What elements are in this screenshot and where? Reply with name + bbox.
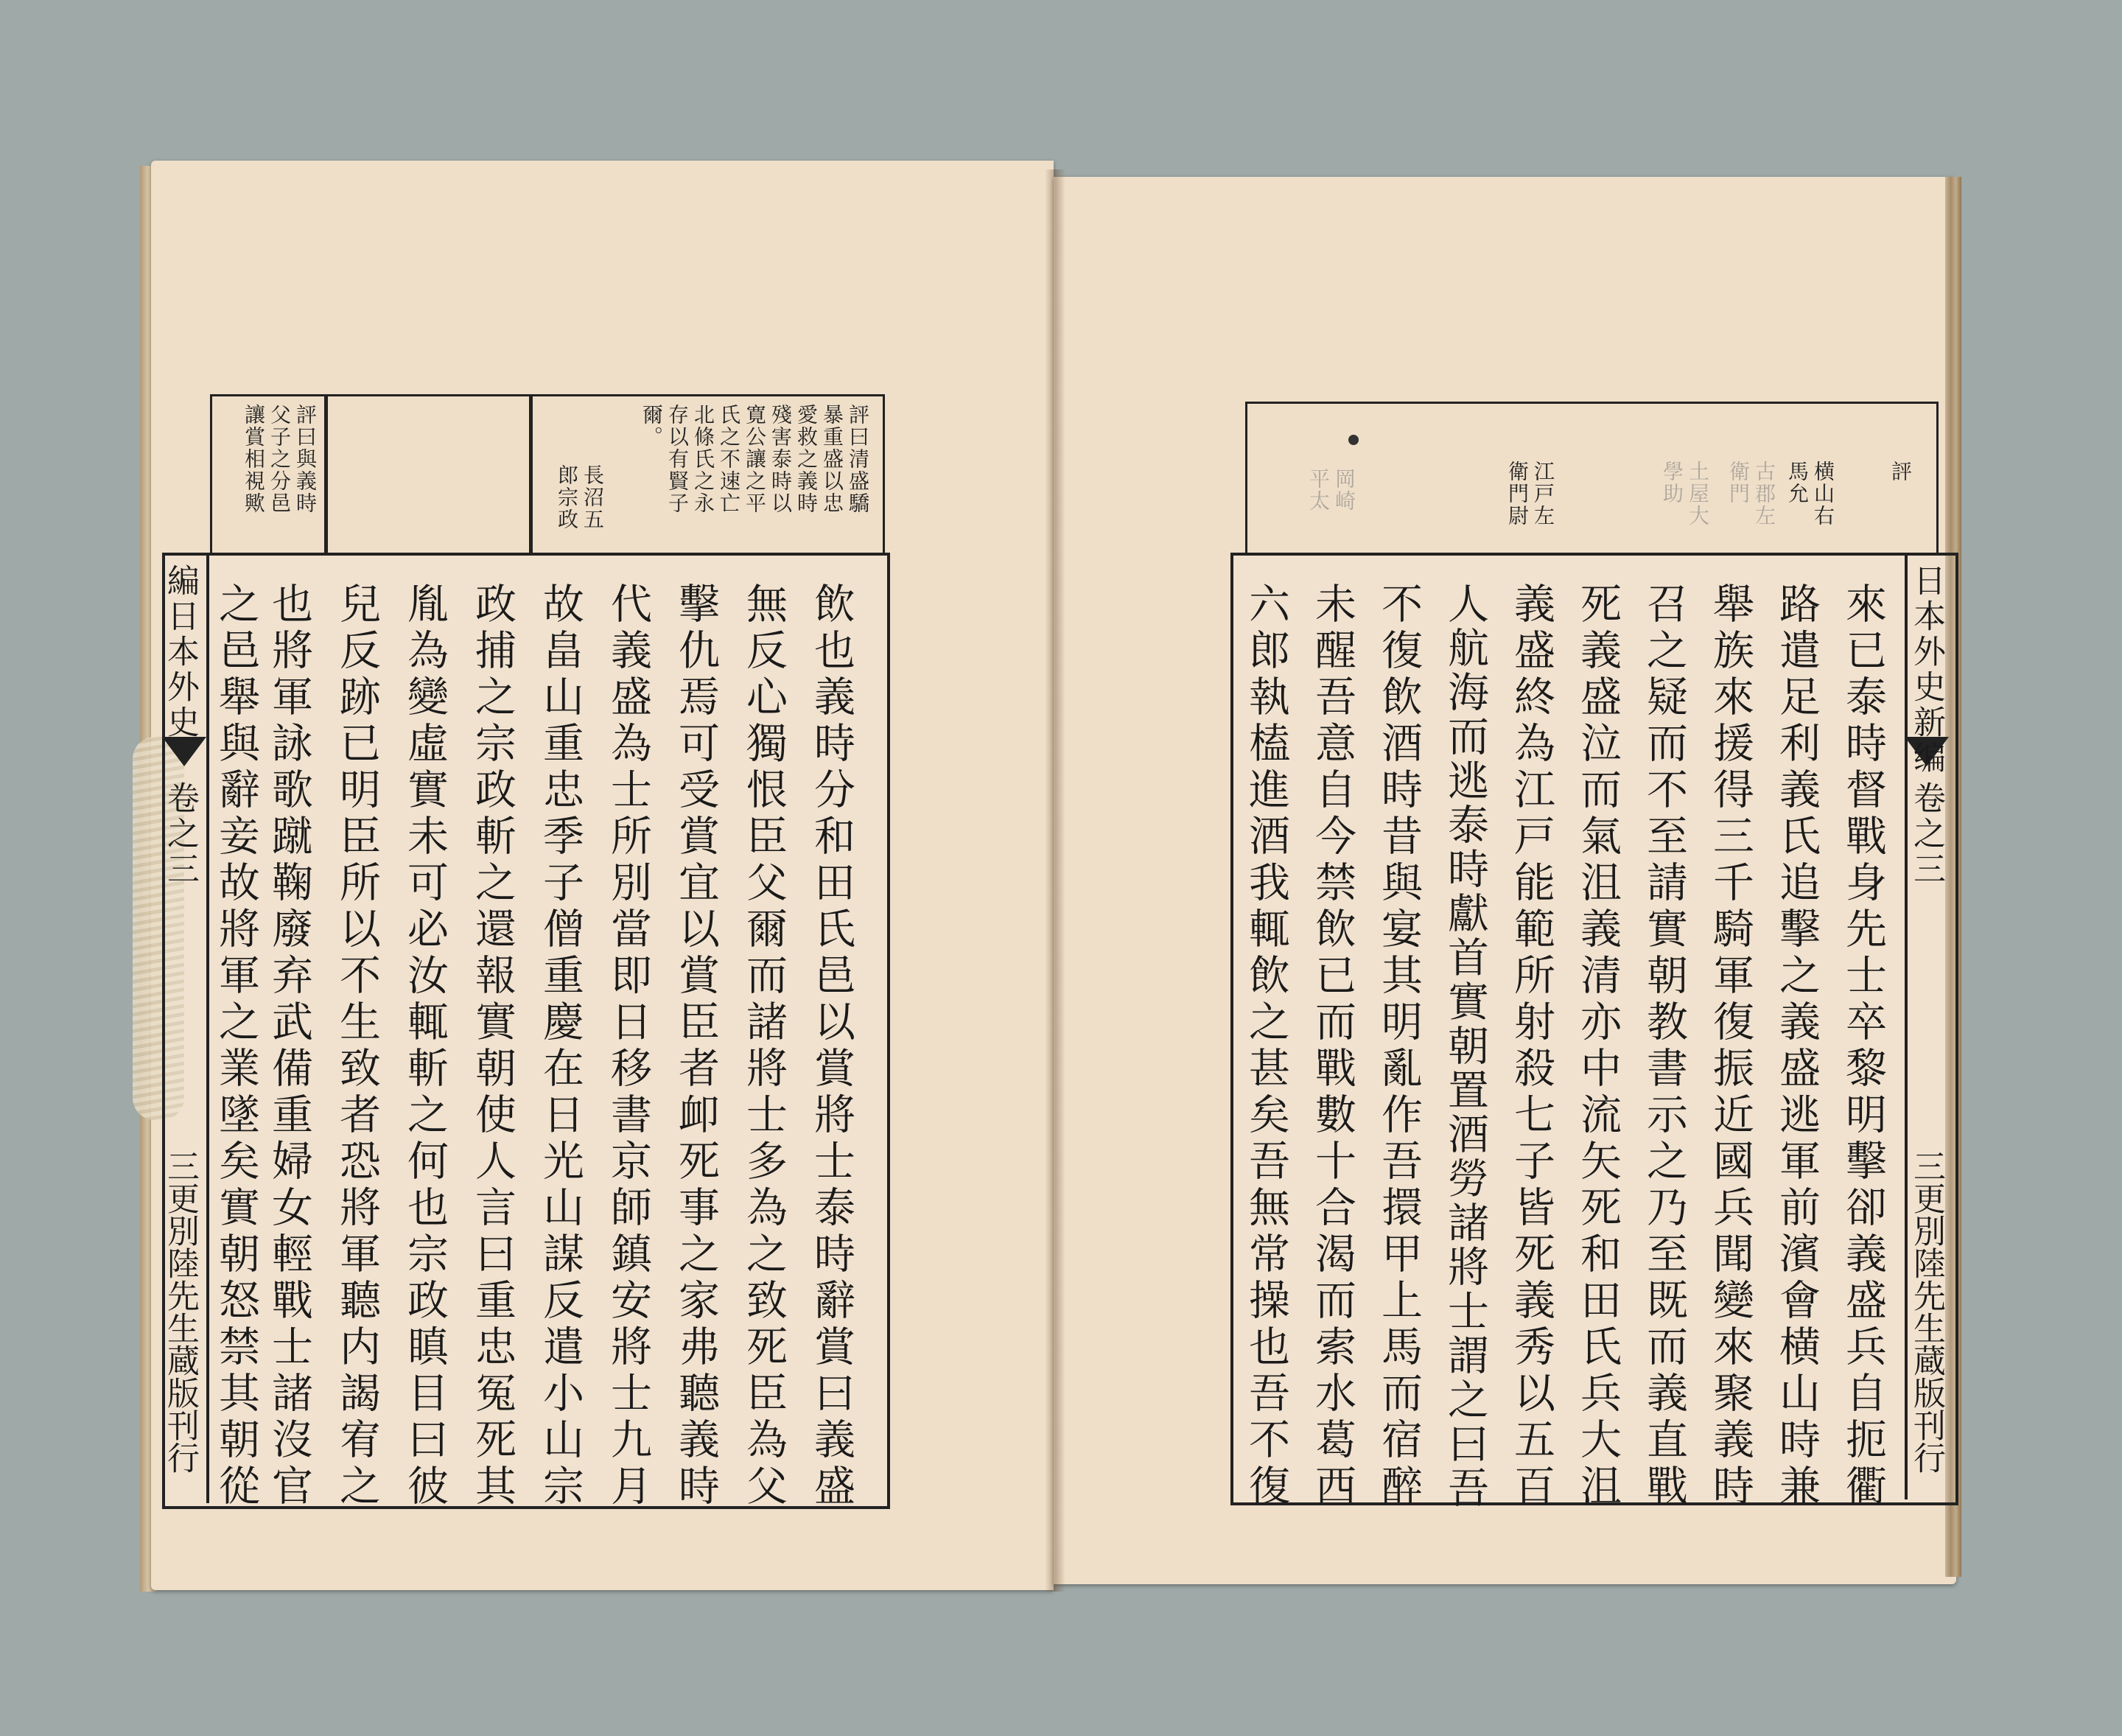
right-column-2: 路遣足利義氏追擊之義盛逃軍前濱會横山時兼 bbox=[1773, 582, 1821, 1511]
right-column-5: 死義盛泣而氣沮義清亦中流矢死和田氏兵大沮 bbox=[1574, 582, 1622, 1511]
left-header-divider-2 bbox=[529, 394, 533, 553]
left-header-note-3: 愛救之義時 bbox=[794, 404, 819, 514]
right-header-note-4: 古郡左 bbox=[1752, 461, 1776, 527]
right-column-7: 人航海而逃泰時獻首實朝置酒勞諸將士謂之曰吾 bbox=[1441, 582, 1489, 1511]
left-column-10: 之邑舉與辭妾故將軍之業墜矣實朝怒禁其朝從 bbox=[212, 582, 260, 1511]
left-header-note-7: 北條氏之永 bbox=[691, 404, 715, 514]
left-fishtail-mark bbox=[162, 737, 206, 766]
right-header-note-5: 衛門 bbox=[1726, 461, 1751, 505]
left-margin-publisher: 三更別陸先生蔵版刊行 bbox=[161, 1149, 199, 1474]
left-header-note-8: 存以有賢子 bbox=[665, 404, 690, 514]
left-column-5: 故畠山重忠季子僧重慶在日光山謀反遣小山宗 bbox=[536, 582, 584, 1511]
right-header-note-6: 土屋大 bbox=[1686, 461, 1710, 527]
right-header-note-2: 横山右 bbox=[1811, 461, 1835, 527]
left-column-7: 胤為變虛實未可必汝輒斬之何也宗政瞋目曰彼 bbox=[401, 582, 449, 1511]
left-header-note2-2: 父子之分邑 bbox=[267, 404, 292, 514]
right-column-1: 來已泰時督戰身先士卒黎明擊卻義盛兵自扼衢 bbox=[1839, 582, 1887, 1511]
right-column-9: 未醒吾意自今禁飲已而戰數十合渴而索水葛西 bbox=[1309, 582, 1356, 1511]
left-header-author-1: 長沼五 bbox=[581, 464, 605, 531]
right-margin-publisher: 三更別陸先生蔵版刊行 bbox=[1908, 1149, 1945, 1474]
left-header-inner-divider bbox=[324, 394, 328, 553]
left-margin-volume: 卷之三 bbox=[161, 781, 199, 887]
right-header-note-9: 衛門尉 bbox=[1505, 461, 1530, 527]
right-column-6: 義盛終為江戸能範所射殺七子皆死義秀以五百 bbox=[1508, 582, 1555, 1511]
right-column-3: 舉族來援得三千騎軍復振近國兵聞變來聚義時 bbox=[1706, 582, 1754, 1511]
right-header-note-8: 江戸左 bbox=[1531, 461, 1555, 527]
left-header-note-2: 暴重盛以忠 bbox=[820, 404, 844, 514]
right-header-note-7: 學助 bbox=[1660, 461, 1684, 505]
left-margin-title: 編日本外史 bbox=[161, 564, 199, 741]
right-column-10: 六郎執榼進酒我輒飲之甚矣吾無常操也吾不復 bbox=[1242, 582, 1290, 1511]
left-column-2: 無反心獨恨臣父爾而諸將士多為之致死臣為父 bbox=[740, 582, 788, 1511]
left-column-4: 代義盛為士所別當即日移書京師鎮安將士九月 bbox=[604, 582, 652, 1511]
right-header-note-3: 馬允 bbox=[1785, 461, 1810, 505]
right-column-4: 召之疑而不至請實朝教書示之乃至既而義直戰 bbox=[1640, 582, 1688, 1511]
right-column-8: 不復飲酒時昔與宴其明亂作吾擐甲上馬而宿醉 bbox=[1375, 582, 1423, 1511]
right-header-note-1: 評 bbox=[1888, 461, 1913, 483]
left-header-note-9: 爾。 bbox=[640, 404, 664, 448]
right-header-note-11: 平太 bbox=[1306, 468, 1331, 512]
left-header-note2-3: 讓賞相視歟 bbox=[242, 404, 266, 514]
left-header-author-2: 郎宗政 bbox=[555, 464, 579, 531]
ink-blot bbox=[1348, 435, 1359, 445]
left-header-note-4: 殘害泰時以 bbox=[768, 404, 793, 514]
left-column-8: 兒反跡已明臣所以不生致者恐將軍聽内謁宥之 bbox=[333, 582, 381, 1511]
right-margin-title: 日本外史新编 bbox=[1908, 564, 1945, 776]
right-header-note-10: 岡崎 bbox=[1332, 468, 1356, 512]
left-header-note2-1: 評曰與義時 bbox=[293, 404, 318, 514]
left-column-6: 政捕之宗政斬之還報實朝使人言曰重忠冤死其 bbox=[469, 582, 517, 1511]
book-gutter bbox=[1045, 169, 1065, 1592]
left-column-1: 飲也義時分和田氏邑以賞將士泰時辭賞曰義盛 bbox=[808, 582, 855, 1511]
left-column-3: 擊仇焉可受賞宜以賞臣者卹死事之家弗聽義時 bbox=[672, 582, 720, 1511]
right-margin-volume: 卷之三 bbox=[1908, 781, 1945, 887]
left-header-note-5: 寛公讓之平 bbox=[743, 404, 767, 514]
left-header-note-6: 氏之不速亡 bbox=[717, 404, 741, 514]
left-column-9: 也將軍詠歌蹴鞠廢弃武備重婦女輕戰士諸沒官 bbox=[265, 582, 313, 1511]
left-header-note-1: 評曰清盛驕 bbox=[846, 404, 870, 514]
